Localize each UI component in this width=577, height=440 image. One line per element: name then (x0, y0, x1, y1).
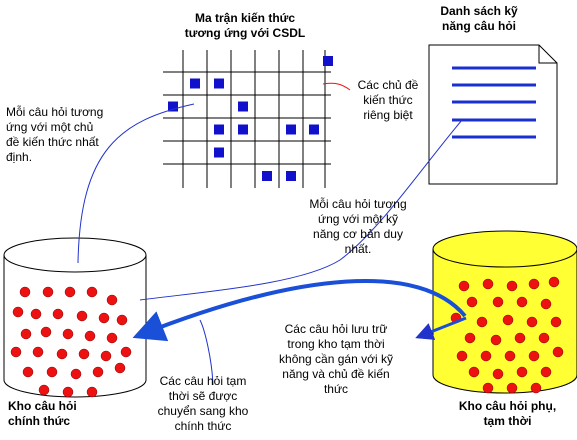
question-dot (541, 299, 551, 309)
question-dot (107, 333, 117, 343)
matrix-title (160, 11, 330, 41)
topics-annotation (348, 78, 428, 123)
matrix-filled-cell (238, 102, 248, 112)
question-dot (541, 367, 551, 377)
question-dot (121, 347, 131, 357)
question-dot (527, 317, 537, 327)
question-skill-annotation (288, 197, 428, 257)
temp-bank-label-line1: Kho câu hỏi phụ, (458, 399, 557, 413)
matrix-filled-cell (286, 171, 296, 181)
question-dot (469, 367, 479, 377)
skills-title-line1: Danh sách kỹ (440, 4, 518, 18)
question-dot (465, 333, 475, 343)
move-line2: thời sẽ được (168, 389, 238, 403)
topics-annotation-line1: Các chủ đề (357, 78, 419, 92)
move-line1: Các câu hỏi tạm (159, 374, 247, 388)
official-bank-label-line1: Kho câu hỏi (8, 399, 77, 413)
question-dot (23, 367, 33, 377)
question-dot (117, 315, 127, 325)
question-dot (467, 297, 477, 307)
question-dot (39, 385, 49, 395)
question-dot (551, 317, 561, 327)
question-dot (93, 367, 103, 377)
question-dot (529, 279, 539, 289)
official-bank-label-line2: chính thức (8, 414, 71, 428)
question-topic-line4: định. (6, 150, 33, 164)
question-dot (53, 309, 63, 319)
question-dot (77, 311, 87, 321)
question-dot (57, 349, 67, 359)
question-dot (503, 315, 513, 325)
question-dot (101, 351, 111, 361)
question-dot (483, 279, 493, 289)
matrix-filled-cell (190, 79, 200, 89)
question-dot (21, 329, 31, 339)
question-dot (517, 297, 527, 307)
question-dot (539, 333, 549, 343)
question-topic-line3: đề kiến thức nhất (6, 135, 99, 149)
skills-title (420, 4, 538, 34)
move-annotation (138, 374, 268, 434)
question-dot (99, 313, 109, 323)
skills-document (429, 45, 557, 184)
official-bank-cylinder (4, 238, 146, 397)
move-line4: chính thức (174, 419, 232, 433)
topics-annotation-line2: kiến thức (363, 93, 413, 107)
question-dot (87, 387, 97, 397)
question-dot (11, 347, 21, 357)
question-dot (115, 363, 125, 373)
question-dot (507, 383, 517, 393)
question-skill-line4: nhất. (344, 242, 372, 256)
temp-store-line2: trong kho tạm thời (287, 337, 385, 351)
question-topic-annotation (6, 105, 146, 165)
question-dot (85, 331, 95, 341)
question-dot (71, 369, 81, 379)
question-dot (493, 369, 503, 379)
question-dot (87, 287, 97, 297)
question-dot (31, 309, 41, 319)
matrix-title-line1: Ma trận kiến thức (194, 11, 296, 25)
matrix-filled-cell (214, 125, 224, 135)
question-dot (507, 281, 517, 291)
question-dot (531, 383, 541, 393)
question-dot (63, 329, 73, 339)
move-line3: chuyển sang kho (157, 404, 249, 418)
question-dot (517, 367, 527, 377)
question-skill-line1: Mỗi câu hỏi tương (309, 197, 407, 211)
question-dot (47, 367, 57, 377)
question-dot (33, 347, 43, 357)
question-dot (505, 351, 515, 361)
matrix-grid-lines (163, 50, 331, 188)
question-dot (553, 347, 563, 357)
question-dot (459, 281, 469, 291)
temp-store-annotation (258, 322, 414, 397)
knowledge-matrix (163, 50, 333, 188)
question-dot (457, 351, 467, 361)
question-dot (13, 307, 23, 317)
question-dot (107, 295, 117, 305)
question-dot (20, 287, 30, 297)
question-dot (529, 351, 539, 361)
question-dot (483, 383, 493, 393)
question-dot (491, 335, 501, 345)
question-dot (549, 277, 559, 287)
question-dot (493, 297, 503, 307)
official-bank-label (8, 399, 128, 429)
matrix-filled-cell (286, 125, 296, 135)
skills-title-line2: năng câu hỏi (441, 19, 516, 33)
question-dot (43, 287, 53, 297)
temp-store-line1: Các câu hỏi lưu trữ (284, 322, 388, 336)
question-dot (65, 287, 75, 297)
temp-bank-label-line2: tạm thời (483, 414, 532, 428)
matrix-filled-cell (309, 125, 319, 135)
question-dot (63, 387, 73, 397)
matrix-filled-cell (214, 148, 224, 158)
temp-store-line3: không cần gán với kỹ (279, 352, 393, 366)
temp-store-line4: năng và chủ đề kiến (282, 367, 390, 381)
question-skill-line2: ứng với một kỹ (318, 212, 398, 226)
matrix-filled-cell (238, 125, 248, 135)
temp-bank-cylinder (433, 231, 577, 393)
document-page (429, 45, 557, 184)
question-dot (41, 327, 51, 337)
topics-annotation-line3: riêng biệt (363, 108, 413, 122)
question-skill-line3: năng cơ bản duy (313, 227, 403, 241)
question-topic-line2: ứng với một chủ (6, 120, 94, 134)
matrix-filled-cell (323, 56, 333, 66)
question-dot (515, 333, 525, 343)
question-dot (477, 317, 487, 327)
matrix-filled-cell (262, 171, 272, 181)
question-topic-line1: Mỗi câu hỏi tương (6, 105, 104, 119)
question-dot (79, 349, 89, 359)
question-dot (481, 351, 491, 361)
matrix-filled-cell (214, 79, 224, 89)
temp-bank-label (440, 399, 575, 429)
matrix-title-line2: tương ứng với CSDL (184, 26, 306, 40)
temp-store-line5: thức (323, 382, 349, 396)
